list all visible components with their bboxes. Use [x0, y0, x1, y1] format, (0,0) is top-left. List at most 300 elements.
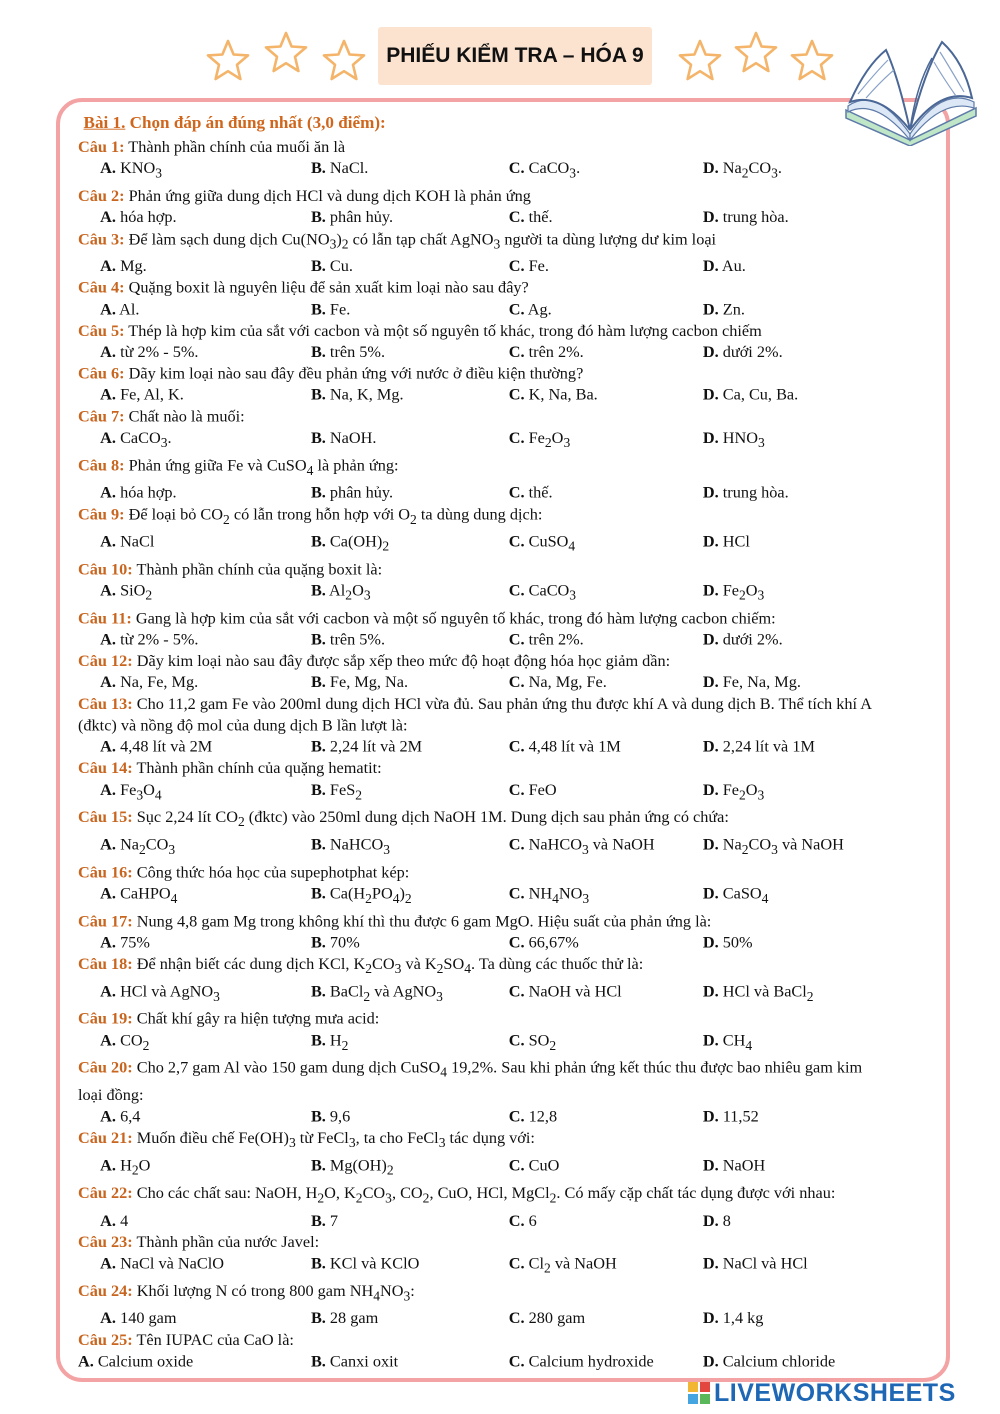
option-text: KCl và KClO [325, 1253, 420, 1273]
answer-options [78, 256, 882, 277]
option-text: 4,48 lít và 1M [524, 737, 621, 756]
option-text: 12,8 [524, 1106, 558, 1126]
option-letter: A. [100, 629, 117, 649]
question-18 [78, 953, 882, 980]
liveworksheets-logo-icon [688, 1382, 710, 1404]
answer-options [78, 298, 882, 319]
answer-option-b[interactable] [311, 629, 509, 650]
answer-option-c[interactable] [509, 883, 703, 910]
answer-option-d[interactable] [703, 1210, 731, 1231]
answer-option-b[interactable] [311, 384, 509, 405]
option-letter: C. [508, 932, 525, 952]
option-letter: D. [702, 779, 719, 799]
option-text: trung hòa. [718, 483, 789, 502]
question-1 [78, 136, 882, 157]
answer-option-b[interactable] [311, 531, 509, 558]
option-text: FeO [524, 779, 557, 799]
answer-option-c[interactable] [509, 1155, 703, 1182]
option-text: 6 [524, 1210, 537, 1230]
question-text: Dãy kim loại nào sau đây được sắp xếp theo mức độ hoạt động hóa học giảm dần: [132, 651, 671, 670]
option-text: HCl [718, 531, 750, 551]
answer-option-a[interactable] [100, 834, 311, 861]
question-label: Câu 18: [78, 954, 133, 973]
option-text: Fe, Al, K. [116, 385, 184, 404]
answer-option-d[interactable] [703, 1030, 752, 1057]
option-letter: D. [702, 256, 719, 275]
option-text: $Fe_2O_3$ [718, 580, 765, 604]
option-letter: A. [100, 932, 117, 952]
option-text: 6,4 [116, 1106, 141, 1126]
answer-option-d[interactable] [703, 1253, 808, 1280]
question-text: Phản ứng giữa Fe và CuSO$_4$ là phản ứng: [124, 455, 399, 479]
option-letter: D. [702, 207, 719, 227]
option-text: trung hòa. [718, 207, 789, 227]
option-letter: C. [508, 483, 525, 502]
question-label: Câu 16: [78, 862, 133, 881]
answer-option-d[interactable] [703, 981, 814, 1008]
option-letter: C. [508, 1155, 525, 1175]
answer-options [78, 531, 882, 558]
option-letter: B. [310, 207, 326, 227]
option-letter: C. [508, 158, 525, 178]
question-22 [78, 1182, 882, 1209]
option-text: dưới 2%. [718, 629, 783, 649]
option-letter: C. [508, 1210, 525, 1230]
question-text: Chất khí gây ra hiện tượng mưa acid: [132, 1009, 380, 1028]
option-text: $HNO_3$ [718, 428, 765, 451]
option-text: trên 2%. [524, 342, 584, 361]
question-label: Câu 11: [78, 608, 132, 627]
option-text: $Na_2CO_3$ và NaOH [718, 834, 844, 858]
option-letter: B. [310, 1106, 326, 1126]
option-letter: B. [310, 1030, 326, 1050]
answer-option-c[interactable] [509, 1210, 703, 1231]
option-letter: C. [508, 737, 525, 756]
question-text: Gang là hợp kim của sắt với cacbon và một số nguyên tố khác, trong đó hàm lượng cacbon chiếm: [131, 608, 776, 627]
option-text: Cu. [325, 256, 353, 275]
question-label: Câu 8: [78, 455, 125, 475]
answer-option-d[interactable] [703, 158, 782, 185]
answer-option-d[interactable] [703, 531, 750, 558]
option-text: NaCl và HCl [718, 1253, 808, 1273]
answer-option-b[interactable] [311, 341, 509, 362]
option-text: 50% [718, 932, 753, 952]
question-16 [78, 861, 882, 882]
option-text: $SO_2$ [524, 1030, 557, 1054]
option-letter: A. [100, 158, 117, 178]
star-icon [206, 38, 250, 82]
option-text: CaCO$_3$. [116, 428, 172, 451]
option-text: Calcium hydroxide [524, 1351, 654, 1371]
option-letter: B. [310, 158, 326, 178]
option-letter: B. [310, 1155, 326, 1175]
option-text: Fe, Na, Mg. [718, 672, 801, 692]
option-letter: B. [310, 256, 326, 275]
question-label: Câu 13: [78, 694, 133, 713]
option-text: 66,67% [524, 932, 579, 952]
star-icon [322, 38, 366, 82]
option-letter: D. [702, 672, 719, 692]
answer-options [78, 1210, 882, 1231]
option-text: trên 5%. [325, 342, 386, 361]
answer-option-d[interactable] [703, 1106, 759, 1127]
answer-option-a[interactable] [100, 1106, 311, 1127]
answer-option-b[interactable] [311, 1030, 509, 1057]
option-letter: A. [100, 580, 117, 600]
answer-options [78, 981, 882, 1008]
option-text: dưới 2%. [718, 342, 783, 361]
answer-option-a[interactable] [100, 341, 311, 362]
option-letter: D. [702, 737, 719, 756]
page-title: PHIẾU KIỂM TRA – HÓA 9 [378, 27, 652, 85]
option-text: 4 [116, 1210, 129, 1230]
answer-option-b[interactable] [311, 1253, 509, 1280]
answer-option-a[interactable] [100, 482, 311, 503]
answer-option-b[interactable] [311, 672, 509, 693]
question-text: Thành phần chính của quặng boxit là: [132, 559, 383, 578]
option-letter: C. [508, 629, 525, 649]
question-text: Thành phần của nước Javel: [132, 1232, 320, 1251]
option-text: $Al_2O_3$ [325, 580, 371, 604]
worksheet-content [78, 113, 882, 1372]
answer-option-c[interactable] [509, 482, 703, 503]
option-letter: B. [310, 883, 326, 903]
answer-option-c[interactable] [509, 384, 703, 405]
question-label: Câu 22: [78, 1183, 133, 1202]
section-title [78, 113, 882, 134]
option-letter: C. [508, 385, 525, 404]
answer-options [78, 158, 882, 185]
answer-option-a[interactable] [100, 1308, 311, 1329]
answer-options [78, 883, 882, 910]
question-text: Thành phần chính của quặng hematit: [132, 758, 382, 777]
answer-option-c[interactable] [509, 1308, 703, 1329]
answer-option-b[interactable] [311, 1351, 509, 1372]
option-letter: A. [100, 256, 117, 275]
option-letter: D. [702, 299, 719, 318]
option-letter: A. [100, 1155, 117, 1175]
option-text: thế. [524, 483, 553, 502]
section-number: Bài 1. [83, 113, 126, 133]
answer-option-a[interactable] [100, 672, 311, 693]
option-text: $Fe_3O_4$ [116, 779, 162, 803]
question-label: Câu 24: [78, 1281, 133, 1300]
answer-option-d[interactable] [703, 672, 801, 693]
answer-options [78, 1155, 882, 1182]
answer-option-a[interactable] [100, 981, 311, 1008]
option-text: hóa hợp. [116, 483, 177, 502]
option-text: NaCl. [325, 158, 369, 178]
answer-option-b[interactable] [311, 158, 509, 185]
answer-option-b[interactable] [311, 298, 509, 319]
question-15 [78, 806, 882, 833]
question-text: Thành phần chính của muối ăn là [124, 137, 346, 156]
option-letter: D. [702, 1210, 719, 1230]
option-letter: B. [310, 1210, 326, 1230]
option-letter: D. [702, 580, 719, 600]
answer-option-a[interactable] [100, 629, 311, 650]
answer-option-a[interactable] [100, 932, 311, 953]
option-text: Na, K, Mg. [325, 385, 404, 404]
answer-option-a[interactable] [100, 1210, 311, 1231]
answer-option-c[interactable] [509, 779, 703, 806]
option-text: 8 [718, 1210, 731, 1230]
option-text: $Fe_2O_3$ [524, 428, 571, 451]
option-letter: D. [702, 834, 719, 854]
question-text: Nung 4,8 gam Mg trong không khí thì thu được 6 gam MgO. Hiệu suất của phản ứng là: [132, 911, 712, 930]
option-letter: C. [508, 428, 525, 447]
question-5 [78, 320, 882, 341]
answer-option-d[interactable] [703, 779, 764, 806]
question-label: Câu 5: [78, 320, 125, 340]
answer-option-b[interactable] [311, 883, 509, 910]
question-6 [78, 363, 882, 384]
star-icon [790, 38, 834, 82]
answer-option-d[interactable] [703, 629, 783, 650]
answer-option-a[interactable] [100, 736, 311, 757]
answer-option-d[interactable] [703, 256, 746, 277]
answer-option-c[interactable] [509, 932, 703, 953]
option-letter: D. [702, 483, 719, 502]
answer-option-b[interactable] [311, 1308, 509, 1329]
answer-option-c[interactable] [509, 256, 703, 277]
answer-option-b[interactable] [311, 1106, 509, 1127]
option-letter: C. [508, 1308, 525, 1328]
answer-option-c[interactable] [509, 341, 703, 362]
answer-options [78, 736, 882, 757]
option-text: trên 2%. [524, 629, 584, 649]
option-text: $H_2O$ [116, 1155, 151, 1179]
option-text: $Na_2CO_3$. [718, 158, 782, 182]
option-letter: B. [310, 834, 326, 854]
option-letter: C. [508, 779, 525, 799]
answer-option-d[interactable] [703, 207, 789, 228]
option-text: Na, Fe, Mg. [116, 672, 199, 692]
question-25 [78, 1329, 882, 1350]
answer-option-c[interactable] [509, 1253, 703, 1280]
answer-option-a[interactable] [100, 158, 311, 185]
question-label: Câu 6: [78, 363, 125, 383]
option-letter: B. [310, 672, 326, 692]
answer-option-a[interactable] [78, 1351, 311, 1372]
answer-option-c[interactable] [509, 1030, 703, 1057]
answer-option-a[interactable] [100, 779, 311, 806]
answer-option-c[interactable] [509, 298, 703, 319]
answer-option-d[interactable] [703, 932, 753, 953]
answer-option-d[interactable] [703, 427, 765, 454]
option-text: 7 [325, 1210, 339, 1230]
answer-option-b[interactable] [311, 256, 509, 277]
question-text: Để làm sạch dung dịch $Cu(NO_3)_2$ có lẫn tạp chất AgNO$_3$ người ta dùng lượng dư kim loại [124, 229, 717, 252]
option-text: CaCO$_3$ [524, 580, 577, 604]
answer-option-c[interactable] [509, 672, 703, 693]
answer-option-c[interactable] [509, 736, 703, 757]
answer-option-b[interactable] [311, 580, 509, 607]
option-letter: A. [100, 1308, 117, 1328]
question-label: Câu 9: [78, 504, 125, 523]
question-text: Thép là hợp kim của sắt với cacbon và một số nguyên tố khác, trong đó hàm lượng cacbon chiếm [124, 320, 762, 340]
option-letter: A. [100, 737, 117, 756]
answer-option-d[interactable] [703, 384, 798, 405]
option-text: NaOH [718, 1155, 766, 1175]
option-text: Zn. [718, 299, 745, 318]
option-letter: D. [702, 158, 719, 178]
answer-options [78, 779, 882, 806]
option-letter: C. [508, 299, 525, 318]
option-letter: D. [702, 629, 719, 649]
answer-option-a[interactable] [100, 256, 311, 277]
answer-options [78, 580, 882, 607]
option-letter: A. [100, 428, 117, 447]
option-letter: C. [508, 1106, 525, 1126]
option-letter: C. [508, 834, 525, 854]
answer-option-a[interactable] [100, 531, 311, 558]
option-letter: D. [702, 1155, 719, 1175]
question-label: Câu 10: [78, 559, 133, 578]
answer-option-a[interactable] [100, 1155, 311, 1182]
answer-option-b[interactable] [311, 981, 509, 1008]
question-label: Câu 1: [78, 137, 125, 156]
option-letter: A. [100, 981, 117, 1001]
option-letter: D. [702, 932, 719, 952]
answer-option-b[interactable] [311, 427, 509, 454]
question-20 [78, 1057, 882, 1106]
answer-option-b[interactable] [311, 834, 509, 861]
option-text: Ag. [524, 299, 552, 318]
question-label: Câu 15: [78, 807, 133, 826]
answer-option-a[interactable] [100, 580, 311, 607]
answer-option-a[interactable] [100, 207, 311, 228]
answer-option-b[interactable] [311, 932, 509, 953]
question-17 [78, 910, 882, 931]
section-heading: Chọn đáp án đúng nhất (3,0 điểm): [125, 113, 386, 133]
option-text: Au. [718, 256, 746, 275]
answer-option-a[interactable] [100, 384, 311, 405]
answer-option-d[interactable] [703, 580, 764, 607]
answer-option-a[interactable] [100, 427, 311, 454]
option-letter: A. [100, 779, 117, 799]
question-24 [78, 1280, 882, 1307]
option-letter: C. [508, 531, 525, 551]
option-text: Fe, Mg, Na. [325, 672, 409, 692]
question-text: Phản ứng giữa dung dịch HCl và dung dịch KOH là phản ứng [124, 186, 531, 205]
answer-option-d[interactable] [703, 482, 789, 503]
option-text: từ 2% - 5%. [116, 629, 199, 649]
option-letter: A. [100, 672, 117, 692]
question-label: Câu 7: [78, 406, 125, 426]
option-text: 1,4 kg [718, 1308, 764, 1328]
answer-option-c[interactable] [509, 981, 703, 1008]
answer-options [78, 1351, 882, 1372]
question-7 [78, 406, 882, 427]
option-text: $Ca(H_2PO_4)_2$ [325, 883, 412, 907]
answer-option-c[interactable] [509, 834, 703, 861]
answer-option-a[interactable] [100, 883, 311, 910]
option-text: Fe. [524, 256, 549, 275]
option-letter: D. [702, 342, 719, 361]
option-letter: D. [702, 883, 719, 903]
answer-option-d[interactable] [703, 1351, 835, 1372]
question-3 [78, 228, 882, 255]
question-list [78, 136, 882, 1372]
answer-option-d[interactable] [703, 341, 783, 362]
option-text: phân hủy. [325, 483, 394, 502]
answer-option-b[interactable] [311, 736, 509, 757]
answer-option-a[interactable] [100, 1253, 311, 1280]
answer-option-c[interactable] [509, 1106, 703, 1127]
answer-option-c[interactable] [509, 427, 703, 454]
option-text: $Fe_2O_3$ [718, 779, 765, 803]
answer-option-c[interactable] [509, 1351, 703, 1372]
option-letter: C. [508, 580, 525, 600]
answer-options [78, 672, 882, 693]
question-4 [78, 277, 882, 298]
option-text: 4,48 lít và 2M [116, 737, 213, 756]
answer-option-c[interactable] [509, 207, 703, 228]
answer-option-d[interactable] [703, 834, 844, 861]
answer-option-b[interactable] [311, 482, 509, 503]
option-text: 2,24 lít và 1M [718, 737, 815, 756]
option-text: Na, Mg, Fe. [524, 672, 607, 692]
answer-option-d[interactable] [703, 298, 745, 319]
option-text: NaHCO$_3$ và NaOH [524, 834, 655, 858]
option-text: CaSO$_4$ [718, 883, 769, 907]
answer-option-c[interactable] [509, 580, 703, 607]
option-letter: D. [702, 1351, 719, 1371]
answer-option-a[interactable] [100, 298, 311, 319]
option-text: phân hủy. [325, 207, 394, 227]
answer-options [78, 1106, 882, 1127]
option-text: $H_2$ [325, 1030, 349, 1054]
answer-option-b[interactable] [311, 207, 509, 228]
answer-option-d[interactable] [703, 883, 769, 910]
option-letter: B. [310, 1308, 326, 1328]
option-text: 28 gam [325, 1308, 379, 1328]
option-letter: A. [100, 1210, 117, 1230]
option-text: NaOH. [325, 428, 377, 447]
option-letter: B. [310, 1253, 326, 1273]
option-text: Calcium chloride [718, 1351, 836, 1371]
answer-option-b[interactable] [311, 1155, 509, 1182]
option-text: hóa hợp. [116, 207, 177, 227]
answer-option-b[interactable] [311, 779, 509, 806]
option-letter: B. [310, 385, 326, 404]
question-9 [78, 504, 882, 531]
option-letter: C. [508, 981, 525, 1001]
option-letter: A. [100, 385, 117, 404]
answer-option-d[interactable] [703, 1308, 764, 1329]
answer-option-c[interactable] [509, 158, 703, 185]
option-letter: C. [508, 1253, 525, 1273]
question-10 [78, 559, 882, 580]
question-14 [78, 758, 882, 779]
question-text: Sục 2,24 lít $CO_2$ (đktc) vào 250ml dung dịch NaOH 1M. Dung dịch sau phản ứng có chứa: [132, 807, 729, 831]
answer-option-c[interactable] [509, 629, 703, 650]
answer-option-d[interactable] [703, 736, 815, 757]
answer-option-c[interactable] [509, 531, 703, 558]
answer-option-d[interactable] [703, 1155, 765, 1182]
option-text: trên 5%. [325, 629, 386, 649]
answer-option-b[interactable] [311, 1210, 509, 1231]
question-label: Câu 4: [78, 277, 125, 297]
answer-option-a[interactable] [100, 1030, 311, 1057]
option-text: 70% [325, 932, 360, 952]
answer-options [78, 207, 882, 228]
option-letter: A. [100, 342, 117, 361]
option-text: NaCl và NaClO [116, 1253, 224, 1273]
option-text: 140 gam [116, 1308, 177, 1328]
option-text: $CH_4$ [718, 1030, 753, 1054]
